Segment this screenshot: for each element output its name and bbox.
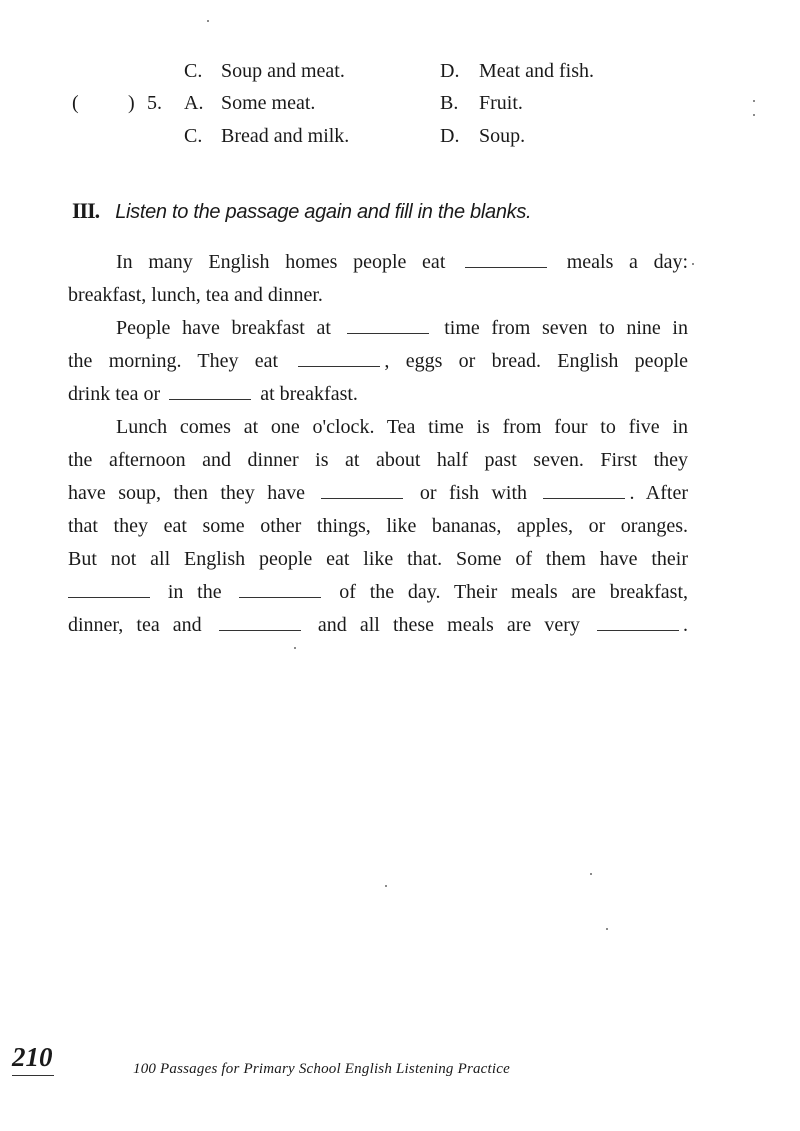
option-a-text: Some meat. bbox=[221, 92, 316, 114]
answer-paren-close: ) bbox=[128, 92, 135, 114]
passage-line bbox=[68, 478, 688, 508]
passage-text: . bbox=[683, 614, 689, 636]
passage-text: breakfast, lunch, tea and dinner. bbox=[68, 284, 323, 306]
option-c-letter: C. bbox=[184, 125, 203, 147]
passage-line bbox=[116, 247, 688, 277]
scan-speck bbox=[753, 114, 755, 116]
fill-blank[interactable] bbox=[321, 478, 403, 499]
option-c-text: Soup and meat. bbox=[221, 60, 345, 82]
passage-text: dinner, tea and bbox=[68, 614, 202, 636]
passage-text: time from seven to nine in bbox=[444, 317, 688, 339]
passage-text: and all these meals are very bbox=[317, 614, 580, 636]
passage-text: People have breakfast at bbox=[116, 317, 331, 339]
page-number-underline bbox=[12, 1075, 54, 1076]
passage-text: In many English homes people eat bbox=[116, 251, 446, 273]
passage-text: , eggs or bread. English people bbox=[384, 350, 688, 372]
fill-blank[interactable] bbox=[465, 247, 547, 268]
scan-speck bbox=[590, 873, 592, 875]
passage-text: have soup, then they have bbox=[68, 482, 305, 504]
option-b-text: Fruit. bbox=[479, 92, 523, 114]
fill-blank[interactable] bbox=[298, 346, 380, 367]
passage-text: of the day. Their meals are breakfast, bbox=[339, 581, 689, 603]
passage-text: the afternoon and dinner is at about half past seven. First they bbox=[68, 449, 688, 471]
scan-speck bbox=[753, 100, 755, 102]
option-c-letter: C. bbox=[184, 60, 203, 82]
option-c-text: Bread and milk. bbox=[221, 125, 350, 147]
section-instruction: Listen to the passage again and fill in the blanks. bbox=[115, 201, 532, 223]
passage-text: that they eat some other things, like bananas, apples, or oranges. bbox=[68, 515, 688, 537]
passage-text: But not all English people eat like that. Some of them have their bbox=[68, 548, 688, 570]
option-d-text: Soup. bbox=[479, 125, 526, 147]
passage-text: in the bbox=[167, 581, 222, 603]
passage-line bbox=[68, 511, 688, 541]
fill-blank[interactable] bbox=[543, 478, 625, 499]
option-a-letter: A. bbox=[184, 92, 204, 114]
passage-text: the morning. They eat bbox=[68, 350, 279, 372]
passage-line bbox=[116, 313, 688, 343]
fill-blank[interactable] bbox=[347, 313, 429, 334]
section-numeral: III. bbox=[72, 198, 100, 223]
section-heading bbox=[72, 193, 531, 229]
passage-line bbox=[68, 379, 688, 409]
fill-blank[interactable] bbox=[597, 610, 679, 631]
question-5-options-ab bbox=[0, 88, 800, 118]
scan-speck bbox=[207, 20, 209, 22]
passage-line bbox=[68, 445, 688, 475]
passage-text: meals a day: bbox=[566, 251, 689, 273]
book-title: 100 Passages for Primary School English Listening Practice bbox=[133, 1061, 510, 1077]
passage-line bbox=[68, 544, 688, 574]
question-number: 5. bbox=[147, 92, 162, 114]
passage-line bbox=[68, 610, 688, 640]
passage-line bbox=[68, 346, 688, 376]
passage-text: or fish with bbox=[419, 482, 527, 504]
passage-text: at breakfast. bbox=[260, 383, 358, 405]
fill-blank[interactable] bbox=[239, 577, 321, 598]
passage-text: Lunch comes at one o'clock. Tea time is from four to five in bbox=[116, 416, 688, 438]
passage-line bbox=[116, 412, 688, 442]
option-d-letter: D. bbox=[440, 60, 460, 82]
scan-speck bbox=[692, 263, 694, 265]
scan-speck bbox=[385, 885, 387, 887]
passage-line bbox=[68, 280, 688, 310]
passage-line bbox=[68, 577, 688, 607]
question-5-options-cd bbox=[0, 121, 800, 151]
fill-blank[interactable] bbox=[68, 577, 150, 598]
page-number: 210 bbox=[12, 1042, 53, 1072]
passage-text: . After bbox=[629, 482, 688, 504]
option-d-letter: D. bbox=[440, 125, 460, 147]
passage-text: drink tea or bbox=[68, 383, 161, 405]
option-b-letter: B. bbox=[440, 92, 459, 114]
fill-blank[interactable] bbox=[219, 610, 301, 631]
scan-speck bbox=[294, 647, 296, 649]
option-d-text: Meat and fish. bbox=[479, 60, 594, 82]
question-4-options-cd bbox=[0, 56, 800, 86]
fill-blank[interactable] bbox=[169, 379, 251, 400]
scan-speck bbox=[606, 928, 608, 930]
answer-paren-open: ( bbox=[72, 92, 79, 114]
